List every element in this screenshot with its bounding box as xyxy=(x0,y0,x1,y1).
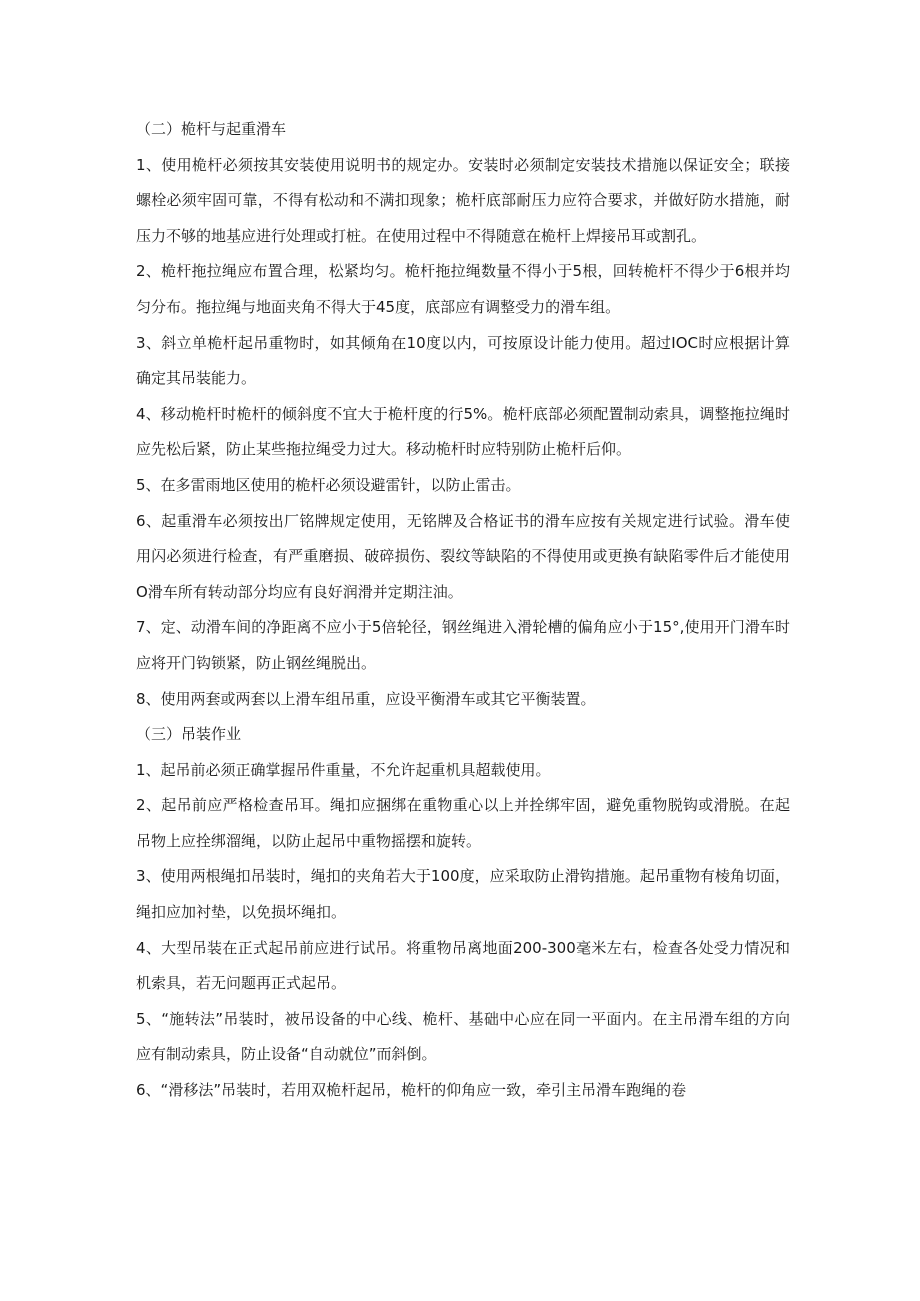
section-heading: （二）桅杆与起重滑车 xyxy=(136,120,287,138)
paragraph: 5、“施转法”吊装时，被吊设备的中心线、桅杆、基础中心应在同一平面内。在主吊滑车组的方向应有制动索具，防止设备“自动就位”而斜倒。 xyxy=(136,1009,790,1064)
paragraph: 6、“滑移法”吊装时，若用双桅杆起吊，桅杆的仰角应一致，牵引主吊滑车跑绳的卷 xyxy=(136,1081,687,1100)
paragraph: 1、起吊前必须正确掌握吊件重量，不允许起重机具超载使用。 xyxy=(136,760,551,779)
paragraph: 1、使用桅杆必须按其安装使用说明书的规定办。安装时必须制定安装技术措施以保证安全；联接螺栓必须牢固可靠，不得有松动和不满扣现象；桅杆底部耐压力应符合要求，并做好防水措施，耐压力不够的地基应进行处理或打桩。在使用过程中不得随意在桅杆上焊接吊耳或割孔。 xyxy=(136,155,790,245)
paragraph: 2、桅杆拖拉绳应布置合理，松紧均匀。桅杆拖拉绳数量不得小于5根，回转桅杆不得少于6根并均匀分布。拖拉绳与地面夹角不得大于45度，底部应有调整受力的滑车组。 xyxy=(136,262,790,316)
paragraph: 4、大型吊装在正式起吊前应进行试吊。将重物吊离地面200-300毫米左右，检查各处受力情况和机索具，若无问题再正式起吊。 xyxy=(136,938,790,993)
paragraph: 8、使用两套或两套以上滑车组吊重，应设平衡滑车或其它平衡装置。 xyxy=(136,689,596,708)
paragraph: 3、斜立单桅杆起吊重物时，如其倾角在10度以内，可按原设计能力使用。超过IOC时应根据计算确定其吊装能力。 xyxy=(136,333,790,388)
paragraph: 2、起吊前应严格检查吊耳。绳扣应捆绑在重物重心以上并拴绑牢固，避免重物脱钩或滑脱。在起吊物上应拴绑溜绳，以防止起吊中重物摇摆和旋转。 xyxy=(136,796,790,850)
paragraph: 5、在多雷雨地区使用的桅杆必须设避雷针，以防止雷击。 xyxy=(136,475,521,494)
section-heading: （三）吊装作业 xyxy=(136,725,242,744)
document-body xyxy=(136,112,790,1109)
paragraph: 3、使用两根绳扣吊装时，绳扣的夹角若大于100度，应采取防止滑钩措施。起吊重物有棱角切面，绳扣应加衬垫，以免损坏绳扣。 xyxy=(136,867,790,922)
paragraph: 7、定、动滑车间的净距离不应小于5倍轮径，钢丝绳进入滑轮槽的偏角应小于15°,使用开门滑车时应将开门钩锁紧，防止钢丝绳脱出。 xyxy=(136,618,790,672)
paragraph: 4、移动桅杆时桅杆的倾斜度不宜大于桅杆度的行5%。桅杆底部必须配置制动索具，调整拖拉绳时应先松后紧，防止某些拖拉绳受力过大。移动桅杆时应特别防止桅杆后仰。 xyxy=(136,404,790,459)
paragraph: 6、起重滑车必须按出厂铭牌规定使用，无铭牌及合格证书的滑车应按有关规定进行试验。滑车使用闪必须进行检查，有严重磨损、破碎损伤、裂纹等缺陷的不得使用或更换有缺陷零件后才能使用O滑车所有转动部分均应有良好润滑并定期注油。 xyxy=(136,511,790,601)
